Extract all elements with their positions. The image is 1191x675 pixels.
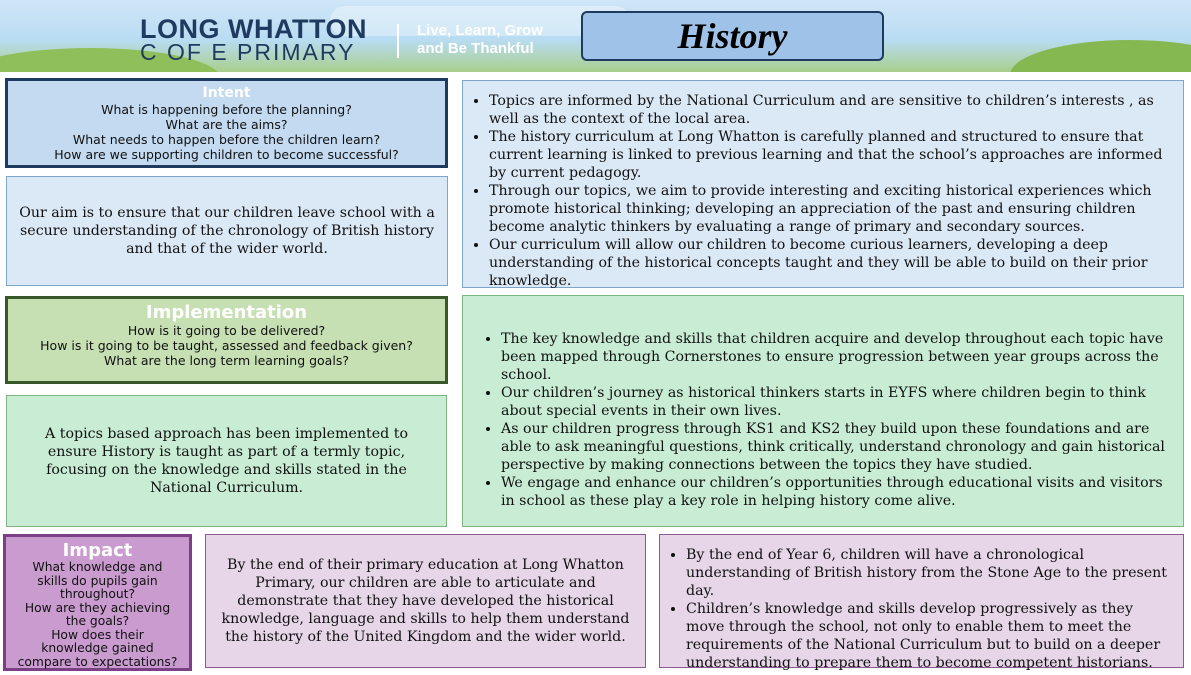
implementation-title: Implementation [145,302,308,323]
intent-question: What needs to happen before the children learn? [72,132,381,147]
list-item: • Topics are informed by the National Curriculum and are sensitive to children’s interests , as well as the context of the local area. [489,92,1175,128]
list-item: • Our children’s journey as historical thinkers starts in EYFS where children begin to think about special events in their own lives. [501,384,1175,420]
intent-question: What are the aims? [165,117,288,132]
intent-question: How are we supporting children to become successful? [54,147,399,162]
school-name-line2: C OF E PRIMARY [140,39,356,65]
motto-line2: and Be Thankful [417,40,534,57]
implementation-heading-box [5,296,448,384]
intent-points-box [462,80,1184,288]
impact-question: What knowledge and skills do pupils gain throughout? [32,560,163,601]
page-title: History [677,16,788,56]
list-item: • Children’s knowledge and skills develop progressively as they move through the school, not only to enable them to meet the requirements of the National Curriculum but to build on a deeper understanding to prepare them to become competent historians. [686,600,1175,672]
intent-aim-text: Our aim is to ensure that our children leave school with a secure understanding of the chronology of British history and that of the wider world. [19,205,435,257]
banner-hill-right [1010,40,1191,72]
intent-points-list [463,92,1175,290]
implementation-points-box [462,295,1184,527]
list-item: • The history curriculum at Long Whatton is carefully planned and structured to ensure that current learning is linked to previous learning and that the school’s approaches are informed by current pedagogy. [489,128,1175,182]
impact-heading-box [3,534,192,671]
implementation-points-list [463,330,1175,510]
impact-question: How does their knowledge gained compare to expectations? [17,627,178,669]
implementation-approach-box [6,395,447,527]
implementation-question: How is it going to be delivered? [127,323,326,338]
list-item: • As our children progress through KS1 and KS2 they build upon these foundations and are able to ask meaningful questions, think critically, understand chronology and gain historical perspective by making connections between the topics they have studied. [501,420,1175,474]
impact-points-box [659,534,1184,671]
intent-heading-box [5,78,448,168]
page-title-box [581,11,884,61]
school-motto [417,22,543,58]
impact-title: Impact [62,540,133,561]
implementation-approach-text: A topics based approach has been implemented to ensure History is taught as part of a termly topic, focusing on the knowledge and skills stated in the National Curriculum. [45,426,408,496]
intent-title: Intent [202,85,251,101]
intent-question: What is happening before the planning? [101,102,352,117]
list-item: • By the end of Year 6, children will have a chronological understanding of British history from the Stone Age to the present day. [686,546,1175,600]
impact-summary-text: By the end of their primary education at Long Whatton Primary, our children are able to articulate and demonstrate that they have developed the historical knowledge, language and skills to help them understand the history of the United Kingdom and the wider world. [221,557,630,645]
list-item: • The key knowledge and skills that children acquire and develop throughout each topic have been mapped through Cornerstones to ensure progression between year groups across the school. [501,330,1175,384]
school-name-line1: LONG WHATTON [140,14,367,44]
impact-points-list [660,546,1175,672]
intent-aim-box [6,176,448,286]
implementation-question: How is it going to be taught, assessed and feedback given? [40,338,413,353]
list-item: • Through our topics, we aim to provide interesting and exciting historical experiences which promote historical thinking; developing an appreciation of the past and ensuring children become analytic thinkers by evaluating a range of primary and secondary sources. [489,182,1175,236]
motto-line1: Live, Learn, Grow [417,22,543,39]
logo-divider [397,24,399,58]
list-item: • Our curriculum will allow our children to become curious learners, developing a deep understanding of the historical concepts taught and they will be able to build on their prior knowledge. [489,236,1175,290]
impact-summary-box [205,534,646,668]
impact-question: How are they achieving the goals? [24,600,171,628]
list-item: • We engage and enhance our children’s opportunities through educational visits and visitors in school as these play a key role in helping history come alive. [501,474,1175,510]
implementation-question: What are the long term learning goals? [104,353,349,368]
